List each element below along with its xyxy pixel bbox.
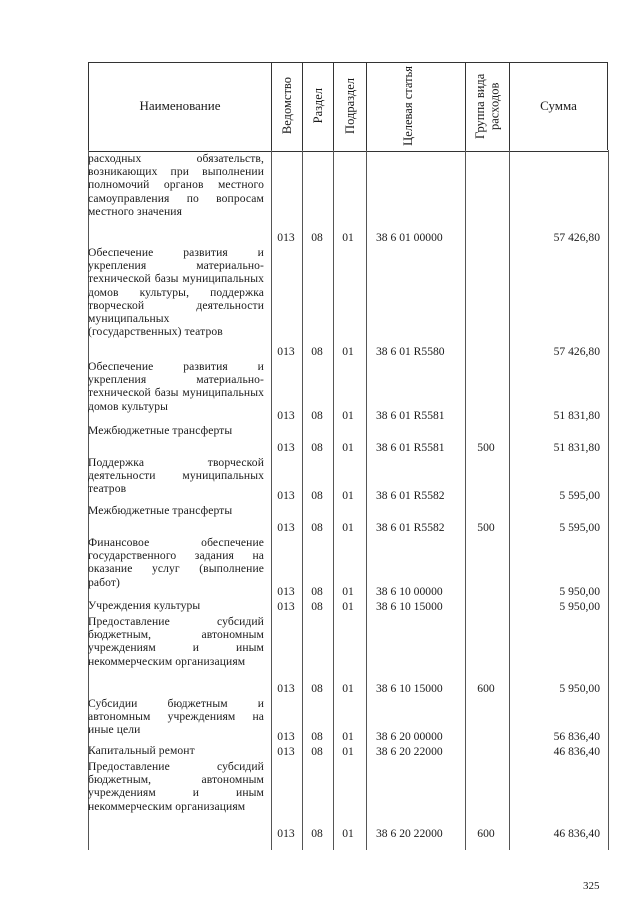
row-razdel: 08 [311, 826, 323, 840]
header-celevaya [366, 62, 465, 150]
row-razdel: 08 [311, 344, 323, 358]
row-podrazdel: 01 [342, 729, 354, 743]
row-razdel: 08 [311, 599, 323, 613]
row-celevaya: 38 6 20 00000 [376, 729, 443, 743]
row-razdel: 08 [311, 230, 323, 244]
row-ved: 013 [277, 681, 295, 695]
row-podrazdel: 01 [342, 681, 354, 695]
row-razdel: 08 [311, 408, 323, 422]
header-ved [271, 62, 302, 150]
row-celevaya: 38 6 01 00000 [376, 230, 443, 244]
row-name: Обеспечение развития и укрепления материально-технической базы муниципальных домов культуры, поддержка творческой деятельности муниципальных (государственных) театров [88, 246, 264, 339]
row-summa: 57 426,80 [553, 230, 600, 244]
row-name: Межбюджетные трансферты [88, 424, 233, 437]
header-gruppa [465, 62, 509, 150]
row-podrazdel: 01 [342, 599, 354, 613]
row-gruppa: 600 [477, 826, 495, 840]
row-summa: 51 831,80 [553, 440, 600, 454]
row-summa: 5 950,00 [559, 599, 600, 613]
row-name: Межбюджетные трансферты [88, 504, 233, 517]
row-name: Предоставление субсидий бюджетным, автономным учреждениям и иным некоммерческим организациям [88, 760, 264, 813]
table-row [88, 360, 608, 422]
row-celevaya: 38 6 01 R5581 [376, 408, 445, 422]
row-podrazdel: 01 [342, 744, 354, 758]
table-row [88, 246, 608, 358]
row-gruppa: 600 [477, 681, 495, 695]
page-number: 325 [583, 880, 600, 892]
row-razdel: 08 [311, 584, 323, 598]
table-row [88, 615, 608, 695]
row-summa: 5 595,00 [559, 488, 600, 502]
row-razdel: 08 [311, 440, 323, 454]
header-podrazdel [333, 62, 366, 150]
row-summa: 56 836,40 [553, 729, 600, 743]
row-name: Капитальный ремонт [88, 744, 195, 757]
row-podrazdel: 01 [342, 826, 354, 840]
row-ved: 013 [277, 408, 295, 422]
row-summa: 46 836,40 [553, 826, 600, 840]
row-gruppa: 500 [477, 520, 495, 534]
table-row [88, 424, 608, 454]
table-row [88, 744, 608, 758]
row-celevaya: 38 6 10 15000 [376, 681, 443, 695]
row-ved: 013 [277, 584, 295, 598]
row-podrazdel: 01 [342, 344, 354, 358]
header-razdel [302, 62, 333, 150]
row-ved: 013 [277, 344, 295, 358]
row-summa: 57 426,80 [553, 344, 600, 358]
row-razdel: 08 [311, 520, 323, 534]
table-row [88, 152, 608, 244]
row-celevaya: 38 6 10 00000 [376, 584, 443, 598]
row-celevaya: 38 6 01 R5581 [376, 440, 445, 454]
header-name-label: Наименование [139, 98, 221, 113]
row-summa: 46 836,40 [553, 744, 600, 758]
row-name: Финансовое обеспечение государственного задания на оказание услуг (выполнение работ) [88, 536, 264, 589]
row-gruppa: 500 [477, 440, 495, 454]
row-podrazdel: 01 [342, 440, 354, 454]
row-razdel: 08 [311, 729, 323, 743]
row-razdel: 08 [311, 681, 323, 695]
row-ved: 013 [277, 520, 295, 534]
row-ved: 013 [277, 440, 295, 454]
row-ved: 013 [277, 599, 295, 613]
row-razdel: 08 [311, 488, 323, 502]
row-name: Субсидии бюджетным и автономным учреждениям на иные цели [88, 697, 264, 737]
row-podrazdel: 01 [342, 520, 354, 534]
row-ved: 013 [277, 826, 295, 840]
row-summa: 5 950,00 [559, 681, 600, 695]
header-celevaya-label: Целевая статья [401, 66, 415, 146]
row-name: Учреждения культуры [88, 599, 201, 612]
table-row [88, 536, 608, 598]
row-podrazdel: 01 [342, 584, 354, 598]
row-celevaya: 38 6 01 R5582 [376, 520, 445, 534]
row-celevaya: 38 6 20 22000 [376, 826, 443, 840]
table-row [88, 599, 608, 613]
row-ved: 013 [277, 729, 295, 743]
header-razdel-label: Раздел [310, 88, 325, 124]
column-line-right [608, 150, 609, 850]
row-name: Обеспечение развития и укрепления материально-технической базы муниципальных домов культуры [88, 360, 264, 413]
row-razdel: 08 [311, 744, 323, 758]
row-name: Предоставление субсидий бюджетным, автономным учреждениям и иным некоммерческим организациям [88, 615, 264, 668]
row-celevaya: 38 6 01 R5580 [376, 344, 445, 358]
row-ved: 013 [277, 230, 295, 244]
row-summa: 5 950,00 [559, 584, 600, 598]
row-celevaya: 38 6 10 15000 [376, 599, 443, 613]
header-podrazdel-label: Подраздел [342, 78, 357, 134]
table-row [88, 697, 608, 743]
table-row [88, 504, 608, 534]
row-ved: 013 [277, 488, 295, 502]
header-summa [509, 62, 608, 150]
table-row [88, 456, 608, 502]
table-row [88, 760, 608, 840]
row-summa: 5 595,00 [559, 520, 600, 534]
row-podrazdel: 01 [342, 488, 354, 502]
header-gruppa-label: Группа вида расходов [472, 73, 501, 139]
row-ved: 013 [277, 744, 295, 758]
header-ved-label: Ведомство [279, 77, 294, 135]
row-summa: 51 831,80 [553, 408, 600, 422]
row-celevaya: 38 6 01 R5582 [376, 488, 445, 502]
header-name [88, 62, 271, 150]
row-podrazdel: 01 [342, 230, 354, 244]
row-celevaya: 38 6 20 22000 [376, 744, 443, 758]
row-name: Поддержка творческой деятельности муниципальных театров [88, 456, 264, 496]
header-summa-label: Сумма [540, 98, 577, 113]
row-name: расходных обязательств, возникающих при выполнении полномочий органов местного самоуправления по вопросам местного значения [88, 152, 264, 218]
row-podrazdel: 01 [342, 408, 354, 422]
